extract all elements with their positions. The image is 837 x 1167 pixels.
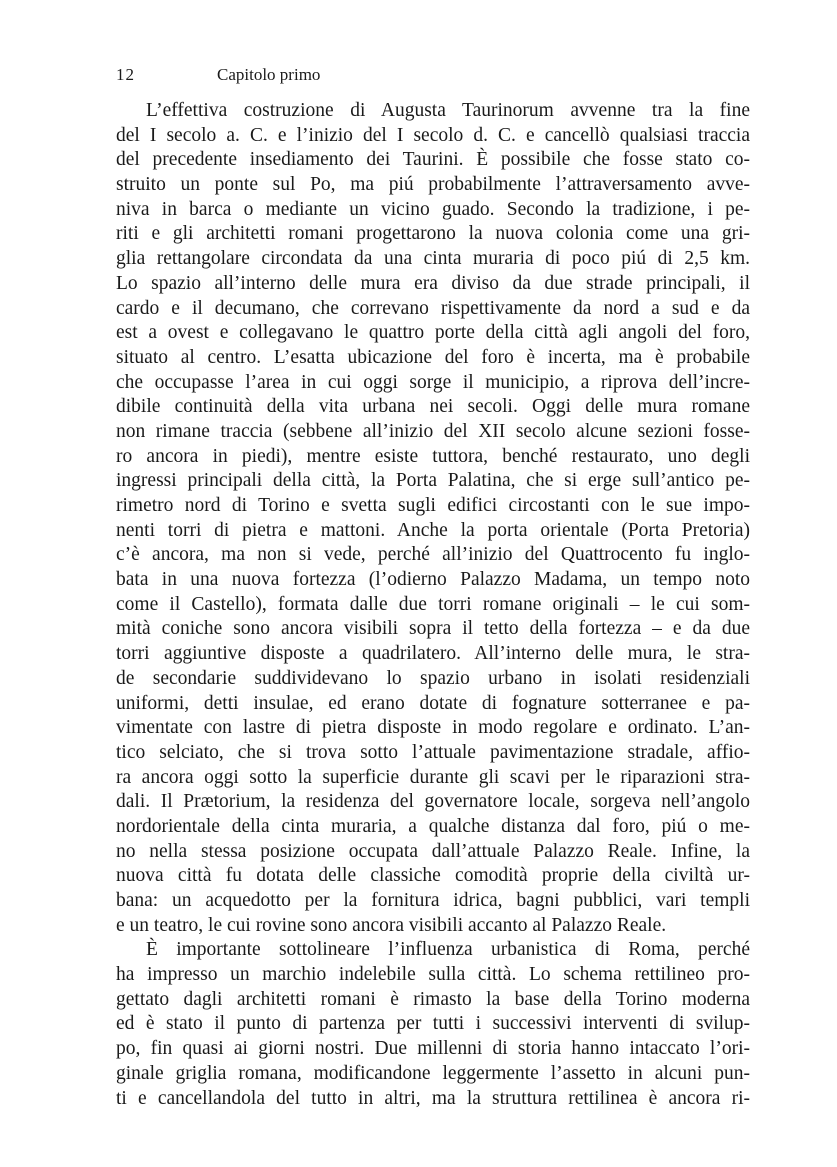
text-line: bata in una nuova fortezza (l’odierno Palazzo Madama, un tempo noto xyxy=(116,569,750,591)
paragraph-1 xyxy=(116,99,750,938)
text-line: uniformi, detti insulae, ed erano dotate di fognature sotterranee e pa- xyxy=(116,692,750,714)
text-line: del I secolo a. C. e l’inizio del I secolo d. C. e cancellò qualsiasi traccia xyxy=(116,124,750,146)
text-line: torri aggiuntive disposte a quadrilatero. All’interno delle mura, le stra- xyxy=(116,643,750,665)
text-line: tico selciato, che si trova sotto l’attuale pavimentazione stradale, affio- xyxy=(116,741,750,763)
text-line: po, fin quasi ai giorni nostri. Due millenni di storia hanno intaccato l’ori- xyxy=(116,1038,750,1060)
text-line: glia rettangolare circondata da una cinta muraria di poco piú di 2,5 km. xyxy=(116,248,750,270)
text-line: gettato dagli architetti romani è rimasto la base della Torino moderna xyxy=(116,988,750,1010)
text-line: est a ovest e collegavano le quattro porte della città agli angoli del foro, xyxy=(116,322,750,344)
text-line: ha impresso un marchio indelebile sulla città. Lo schema rettilineo pro- xyxy=(116,964,750,986)
text-line: niva in barca o mediante un vicino guado. Secondo la tradizione, i pe- xyxy=(116,198,750,220)
text-line: ingressi principali della città, la Porta Palatina, che si erge sull’antico pe- xyxy=(116,470,750,492)
text-line: ed è stato il punto di partenza per tutti i successivi interventi di svilup- xyxy=(116,1013,750,1035)
text-line: dibile continuità della vita urbana nei secoli. Oggi delle mura romane xyxy=(116,396,750,418)
text-line: situato al centro. L’esatta ubicazione del foro è incerta, ma è probabile xyxy=(116,346,750,368)
text-line: mità coniche sono ancora visibili sopra il tetto della fortezza – e da due xyxy=(116,618,750,640)
text-line: de secondarie suddividevano lo spazio urbano in isolati residenziali xyxy=(116,667,750,689)
text-line: nordorientale della cinta muraria, a qualche distanza dal foro, piú o me- xyxy=(116,815,750,837)
text-line: ginale griglia romana, modificandone leggermente l’assetto in alcuni pun- xyxy=(116,1062,750,1084)
text-line: ra ancora oggi sotto la superficie durante gli scavi per le riparazioni stra- xyxy=(116,766,750,788)
text-line: rimetro nord di Torino e svetta sugli edifici circostanti con le sue impo- xyxy=(116,495,750,516)
text-line: L’effettiva costruzione di Augusta Taurinorum avvenne tra la fine xyxy=(146,100,750,121)
text-line: ro ancora in piedi), mentre esiste tuttora, benché restaurato, uno degli xyxy=(116,445,750,467)
chapter-title: Capitolo primo xyxy=(217,65,321,84)
page-number: 12 xyxy=(116,65,135,84)
text-line: nenti torri di pietra e mattoni. Anche la porta orientale (Porta Pretoria) xyxy=(116,519,750,541)
text-line: come il Castello), formata dalle due torri romane originali – le cui som- xyxy=(116,593,750,615)
text-line: struito un ponte sul Po, ma piú probabilmente l’attraversamento avve- xyxy=(116,174,750,196)
text-line: riti e gli architetti romani progettarono la nuova colonia come una gri- xyxy=(116,223,750,245)
body-text xyxy=(116,99,750,1111)
text-line: c’è ancora, ma non si vede, perché all’inizio del Quattrocento fu inglo- xyxy=(116,544,750,566)
text-line: vimentate con lastre di pietra disposte in modo regolare e ordinato. L’an- xyxy=(116,717,750,739)
text-line: nuova città fu dotata delle classiche comodità proprie della civiltà ur- xyxy=(116,865,750,887)
text-line: non rimane traccia (sebbene all’inizio del XII secolo alcune sezioni fosse- xyxy=(116,420,750,442)
text-line: che occupasse l’area in cui oggi sorge il municipio, a riprova dell’incre- xyxy=(116,371,750,393)
text-line: no nella stessa posizione occupata dall’attuale Palazzo Reale. Infine, la xyxy=(116,840,750,862)
text-line: cardo e il decumano, che correvano rispettivamente da nord a sud e da xyxy=(116,297,750,319)
text-line: bana: un acquedotto per la fornitura idrica, bagni pubblici, vari templi xyxy=(116,890,750,911)
text-line: ti e cancellandola del tutto in altri, ma la struttura rettilinea è ancora ri- xyxy=(116,1087,750,1109)
text-line: dali. Il Prætorium, la residenza del governatore locale, sorgeva nell’angolo xyxy=(116,791,750,813)
text-line: Lo spazio all’interno delle mura era diviso da due strade principali, il xyxy=(116,272,750,294)
text-line: del precedente insediamento dei Taurini. È possibile che fosse stato co- xyxy=(116,149,750,171)
text-line: È importante sottolineare l’influenza urbanistica di Roma, perché xyxy=(146,939,750,961)
text-line: e un teatro, le cui rovine sono ancora visibili accanto al Palazzo Reale. xyxy=(116,914,667,936)
paragraph-2 xyxy=(116,938,750,1111)
